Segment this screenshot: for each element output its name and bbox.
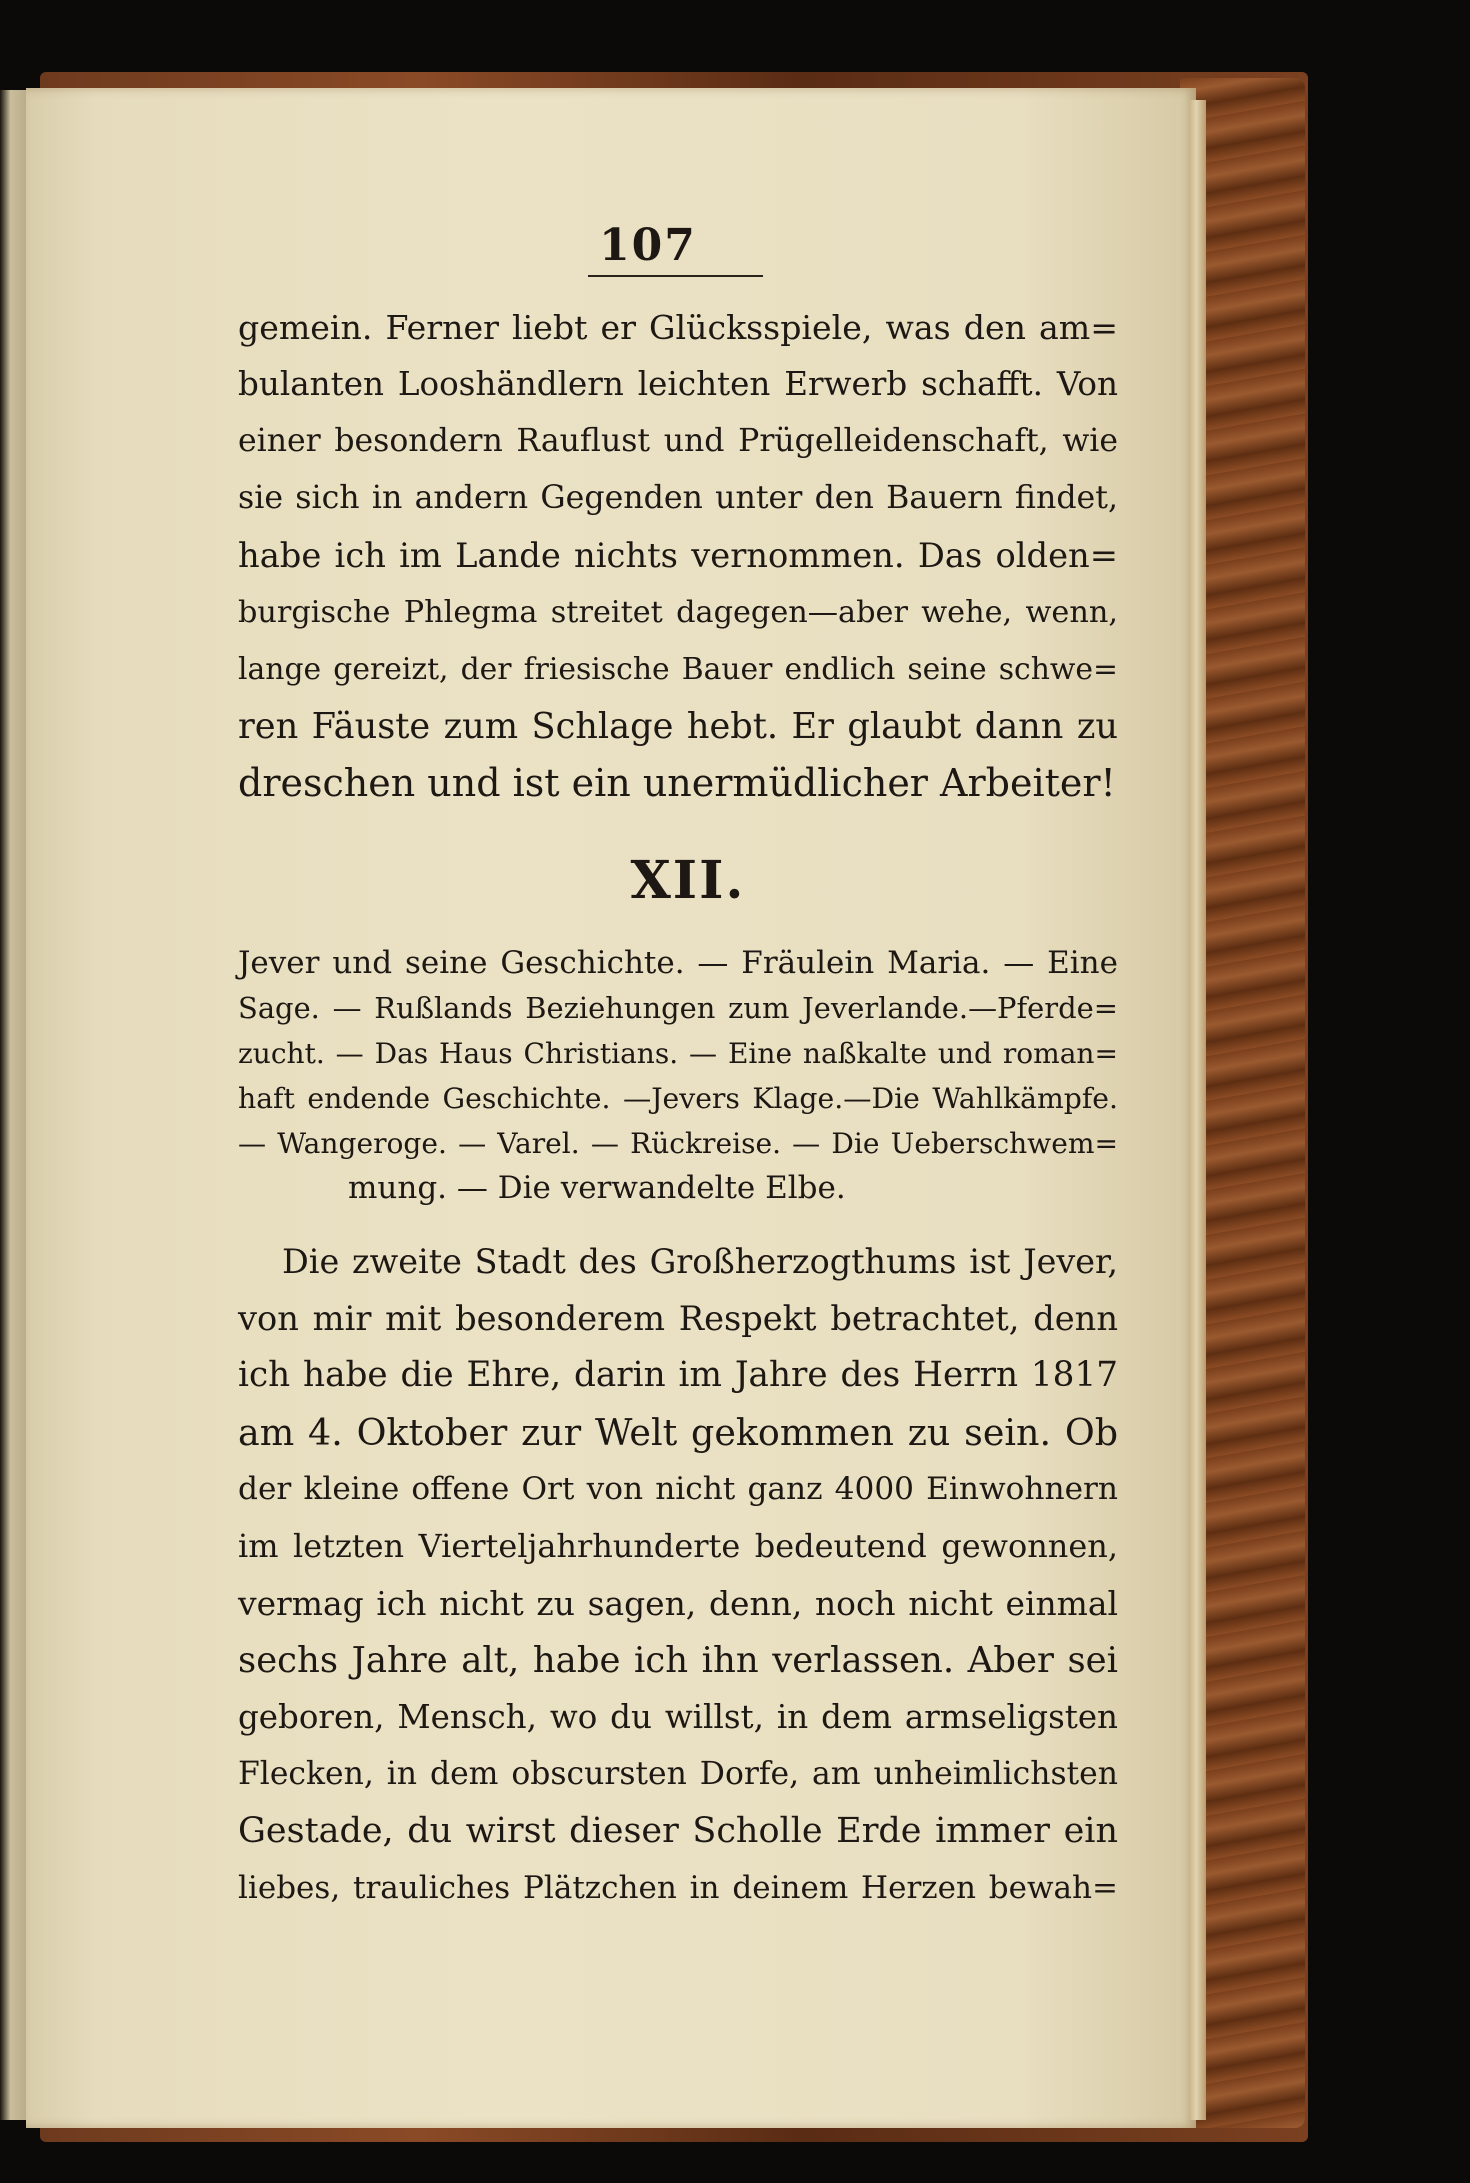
text-line: der kleine offene Ort von nicht ganz 4000 Einwohnern xyxy=(238,1471,1118,1507)
summary-line: Jever und seine Geschichte. — Fräulein Maria. — Eine xyxy=(238,945,1118,981)
text-line: Flecken, in dem obscursten Dorfe, am unheimlichsten xyxy=(238,1756,1118,1792)
summary-line: Sage. — Rußlands Beziehungen zum Jeverlande.—Pferde= xyxy=(238,991,1118,1025)
page-number-rule xyxy=(588,275,763,277)
summary-line: mung. — Die verwandelte Elbe. xyxy=(348,1170,846,1206)
page-content xyxy=(238,220,1118,1917)
text-line: vermag ich nicht zu sagen, denn, noch nicht einmal xyxy=(238,1584,1118,1623)
page-number: 107 xyxy=(599,220,697,271)
text-line: einer besondern Rauflust und Prügelleidenschaft, wie xyxy=(238,423,1118,459)
text-line: Gestade, du wirst dieser Scholle Erde immer ein xyxy=(238,1811,1118,1851)
text-line: von mir mit besonderem Respekt betrachtet, denn xyxy=(238,1299,1118,1338)
text-line: bulanten Looshändlern leichten Erwerb schafft. Von xyxy=(238,365,1118,403)
text-line: liebes, trauliches Plätzchen in deinem Herzen bewah= xyxy=(238,1870,1118,1906)
text-line: geboren, Mensch, wo du willst, in dem armseligsten xyxy=(238,1698,1118,1736)
text-line: sie sich in andern Gegenden unter den Bauern findet, xyxy=(238,480,1118,516)
text-line: ren Fäuste zum Schlage hebt. Er glaubt dann zu xyxy=(238,706,1118,747)
text-line: ich habe die Ehre, darin im Jahre des Herrn 1817 xyxy=(238,1355,1118,1395)
summary-line: zucht. — Das Haus Christians. — Eine naßkalte und roman= xyxy=(238,1037,1118,1070)
text-line: habe ich im Lande nichts vernommen. Das olden= xyxy=(238,536,1118,575)
text-line: gemein. Ferner liebt er Glücksspiele, was den am= xyxy=(238,308,1118,347)
summary-line: — Wangeroge. — Varel. — Rückreise. — Die Ueberschwem= xyxy=(238,1127,1118,1160)
text-line: am 4. Oktober zur Welt gekommen zu sein. Ob xyxy=(238,1411,1118,1454)
text-line: dreschen und ist ein unermüdlicher Arbeiter! xyxy=(238,761,1116,805)
text-line: burgische Phlegma streitet dagegen—aber wehe, wenn, xyxy=(238,595,1118,630)
chapter-summary xyxy=(238,941,1118,1211)
text-line: Die zweite Stadt des Großherzogthums ist Jever, xyxy=(282,1242,1118,1281)
paragraph-1 xyxy=(238,299,1118,812)
text-line: sechs Jahre alt, habe ich ihn verlassen. Aber sei xyxy=(238,1640,1118,1681)
page-edge xyxy=(1190,100,1206,2120)
text-line: lange gereizt, der friesische Bauer endlich seine schwe= xyxy=(238,652,1118,687)
text-line: im letzten Vierteljahrhunderte bedeutend gewonnen, xyxy=(238,1527,1118,1565)
facing-page-edge xyxy=(0,90,26,2120)
chapter-heading: XII. xyxy=(630,850,746,911)
paragraph-2 xyxy=(238,1233,1118,1917)
summary-line: haft endende Geschichte. —Jevers Klage.—Die Wahlkämpfe. xyxy=(238,1082,1118,1115)
